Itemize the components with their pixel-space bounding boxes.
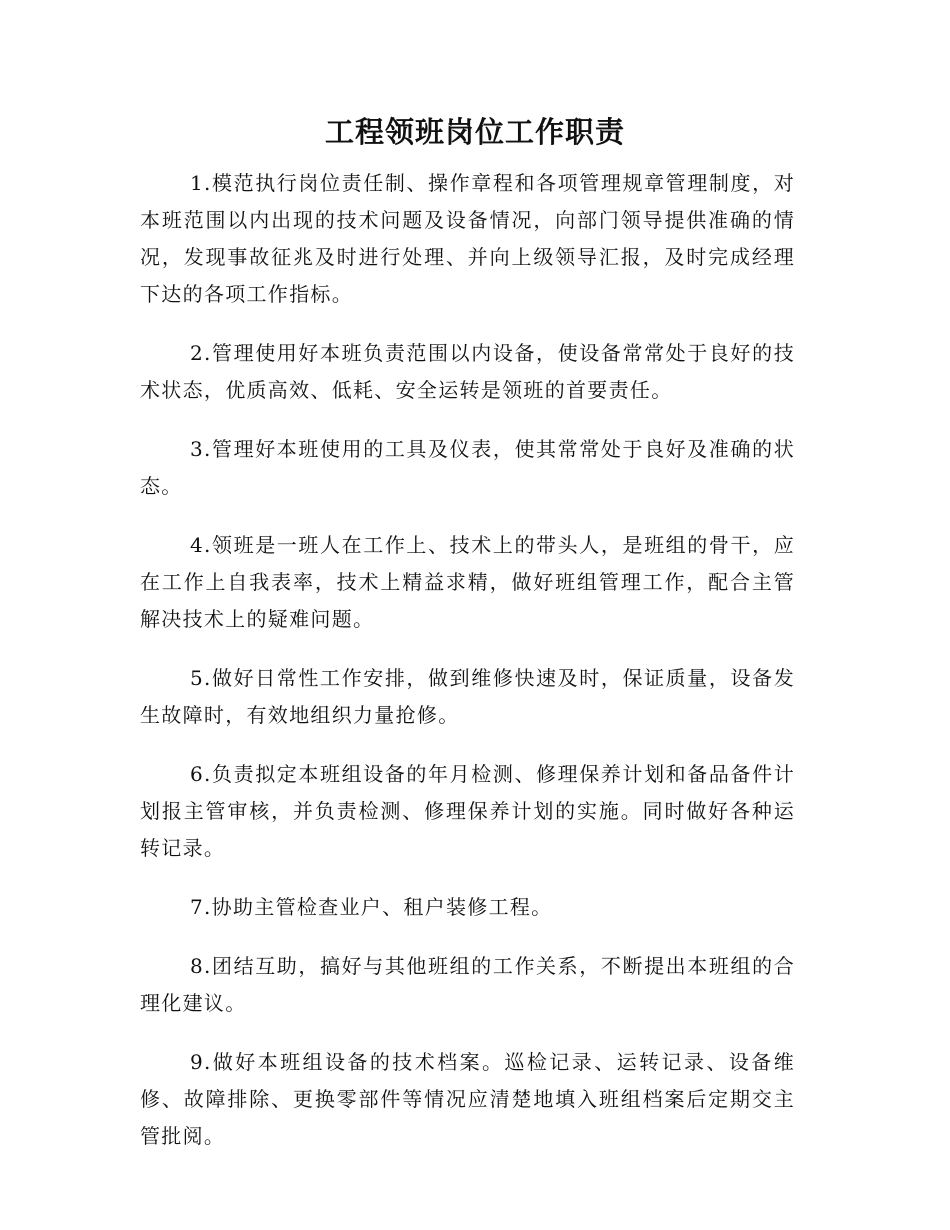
duty-paragraph-8: 8.团结互助，搞好与其他班组的工作关系，不断提出本班组的合理化建议。: [140, 954, 795, 1015]
duty-paragraph-6: 6.负责拟定本班组设备的年月检测、修理保养计划和备品备件计划报主管审核，并负责检测、修理保养计划的实施。同时做好各种运转记录。: [140, 762, 795, 860]
duty-paragraph-4: 4.领班是一班人在工作上、技术上的带头人，是班组的骨干，应在工作上自我表率，技术上精益求精，做好班组管理工作，配合主管解决技术上的疑难问题。: [140, 533, 795, 631]
document-body: [140, 165, 795, 1177]
duty-paragraph-9: 9.做好本班组设备的技术档案。巡检记录、运转记录、设备维修、故障排除、更换零部件等情况应清楚地填入班组档案后定期交主管批阅。: [140, 1050, 795, 1148]
duty-paragraph-2: 2.管理使用好本班负责范围以内设备，使设备常常处于良好的技术状态，优质高效、低耗、安全运转是领班的首要责任。: [140, 341, 795, 402]
document-title: 工程领班岗位工作职责: [324, 115, 625, 149]
duty-paragraph-3: 3.管理好本班使用的工具及仪表，使其常常处于良好及准确的状态。: [140, 437, 795, 498]
duty-paragraph-1: 1.模范执行岗位责任制、操作章程和各项管理规章管理制度，对本班范围以内出现的技术问题及设备情况，向部门领导提供准确的情况，发现事故征兆及时进行处理、并向上级领导汇报，及时完成经理下达的各项工作指标。: [140, 171, 795, 306]
duty-paragraph-5: 5.做好日常性工作安排，做到维修快速及时，保证质量，设备发生故障时，有效地组织力量抢修。: [140, 666, 795, 727]
duty-paragraph-7: 7.协助主管检查业户、租户装修工程。: [190, 895, 553, 919]
